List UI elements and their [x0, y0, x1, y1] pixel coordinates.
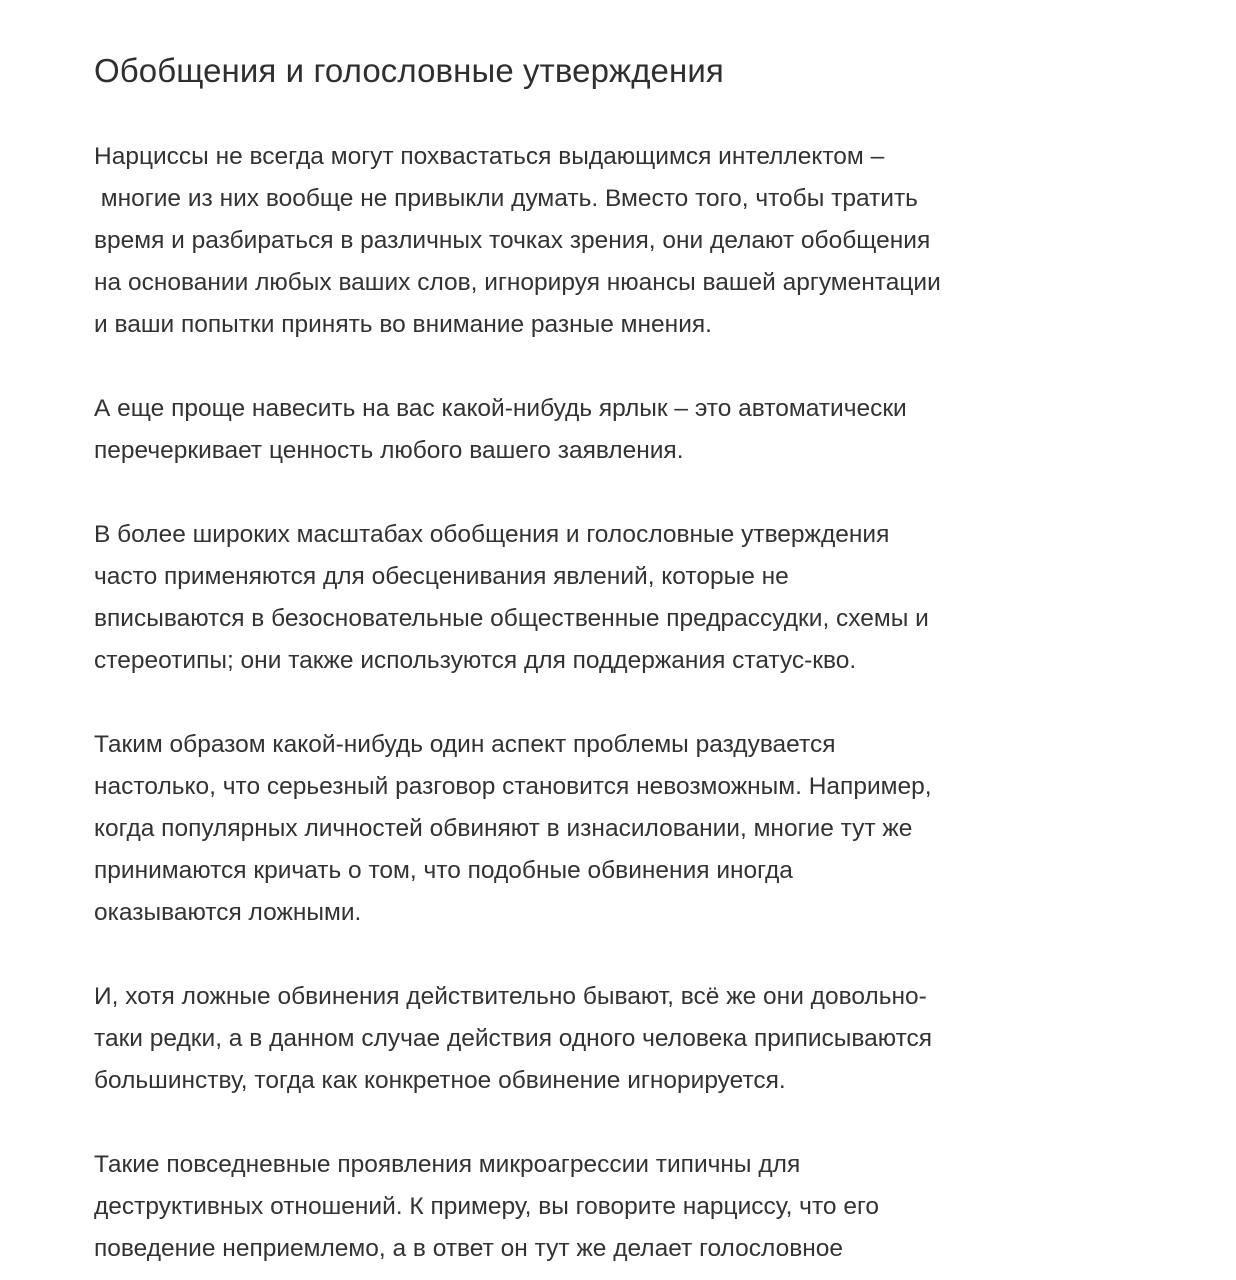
paragraph-line: перечеркивает ценность любого вашего заявления.	[94, 437, 684, 464]
paragraph-line: В более широких масштабах обобщения и голословные утверждения	[94, 521, 890, 548]
paragraph-line: и ваши попытки принять во внимание разные мнения.	[94, 311, 712, 338]
paragraph-3	[94, 514, 1054, 682]
paragraph-line: Таким образом какой-нибудь один аспект проблемы раздувается	[94, 731, 836, 758]
paragraph-line: на основании любых ваших слов, игнорируя нюансы вашей аргументации	[94, 269, 941, 296]
paragraph-5	[94, 976, 1054, 1102]
paragraph-line: время и разбираться в различных точках зрения, они делают обобщения	[94, 227, 931, 254]
paragraph-line: Такие повседневные проявления микроагрессии типичны для	[94, 1151, 801, 1178]
paragraph-line: стереотипы; они также используются для поддержания статус-кво.	[94, 647, 857, 674]
paragraph-6	[94, 1144, 1054, 1270]
paragraph-line: И, хотя ложные обвинения действительно бывают, всё же они довольно-	[94, 983, 927, 1010]
article	[94, 46, 1054, 1270]
paragraph-1	[94, 136, 1054, 346]
paragraph-line: А еще проще навесить на вас какой-нибудь ярлык – это автоматически	[94, 395, 907, 422]
article-heading: Обобщения и голословные утверждения	[94, 52, 724, 89]
paragraph-line: часто применяются для обесценивания явлений, которые не	[94, 563, 789, 590]
paragraph-line: большинству, тогда как конкретное обвинение игнорируется.	[94, 1067, 786, 1094]
paragraph-line: поведение неприемлемо, а в ответ он тут же делает голословное	[94, 1235, 843, 1262]
paragraph-line: таки редки, а в данном случае действия одного человека приписываются	[94, 1025, 933, 1052]
paragraph-line: оказываются ложными.	[94, 899, 362, 926]
paragraph-line: принимаются кричать о том, что подобные обвинения иногда	[94, 857, 793, 884]
paragraph-2	[94, 388, 1054, 472]
paragraph-line: настолько, что серьезный разговор становится невозможным. Например,	[94, 773, 932, 800]
paragraph-line: вписываются в безосновательные общественные предрассудки, схемы и	[94, 605, 929, 632]
paragraph-4	[94, 724, 1054, 934]
paragraph-line: когда популярных личностей обвиняют в изнасиловании, многие тут же	[94, 815, 913, 842]
paragraph-line: многие из них вообще не привыкли думать. Вместо того, чтобы тратить	[94, 185, 918, 212]
paragraph-line: деструктивных отношений. К примеру, вы говорите нарциссу, что его	[94, 1193, 879, 1220]
paragraph-line: Нарциссы не всегда могут похвастаться выдающимся интеллектом –	[94, 143, 885, 170]
